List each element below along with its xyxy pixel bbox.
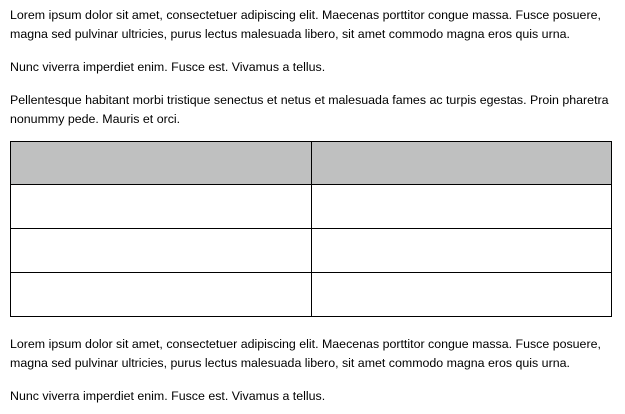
- paragraph-3: Pellentesque habitant morbi tristique senectus et netus et malesuada fames ac turpis egestas. Proin pharetra nonummy pede. Mauris et orci.: [10, 93, 609, 126]
- table-header-cell[interactable]: [11, 142, 312, 185]
- document-body-top: [10, 6, 612, 129]
- table-header-row: [11, 142, 612, 185]
- paragraph-2: Nunc viverra imperdiet enim. Fusce est. Vivamus a tellus.: [10, 60, 326, 74]
- table-row: [11, 273, 612, 317]
- table-row: [11, 229, 612, 273]
- paragraph-5: Nunc viverra imperdiet enim. Fusce est. Vivamus a tellus.: [10, 389, 326, 403]
- table-cell[interactable]: [11, 273, 312, 317]
- table-header-cell[interactable]: [311, 142, 612, 185]
- table-cell[interactable]: [11, 185, 312, 229]
- table-cell[interactable]: [311, 185, 612, 229]
- paragraph-4: Lorem ipsum dolor sit amet, consectetuer adipiscing elit. Maecenas porttitor congue massa. Fusce posuere, magna sed pulvinar ultricies, purus lectus malesuada libero, sit amet commodo magna eros quis urna.: [10, 337, 601, 370]
- table-cell[interactable]: [311, 273, 612, 317]
- data-table: [10, 141, 612, 317]
- table-row: [11, 185, 612, 229]
- table-cell[interactable]: [311, 229, 612, 273]
- table-cell[interactable]: [11, 229, 312, 273]
- paragraph-1: Lorem ipsum dolor sit amet, consectetuer adipiscing elit. Maecenas porttitor congue massa. Fusce posuere, magna sed pulvinar ultricies, purus lectus malesuada libero, sit amet commodo magna eros quis urna.: [10, 8, 601, 41]
- document-body-bottom: [10, 335, 612, 406]
